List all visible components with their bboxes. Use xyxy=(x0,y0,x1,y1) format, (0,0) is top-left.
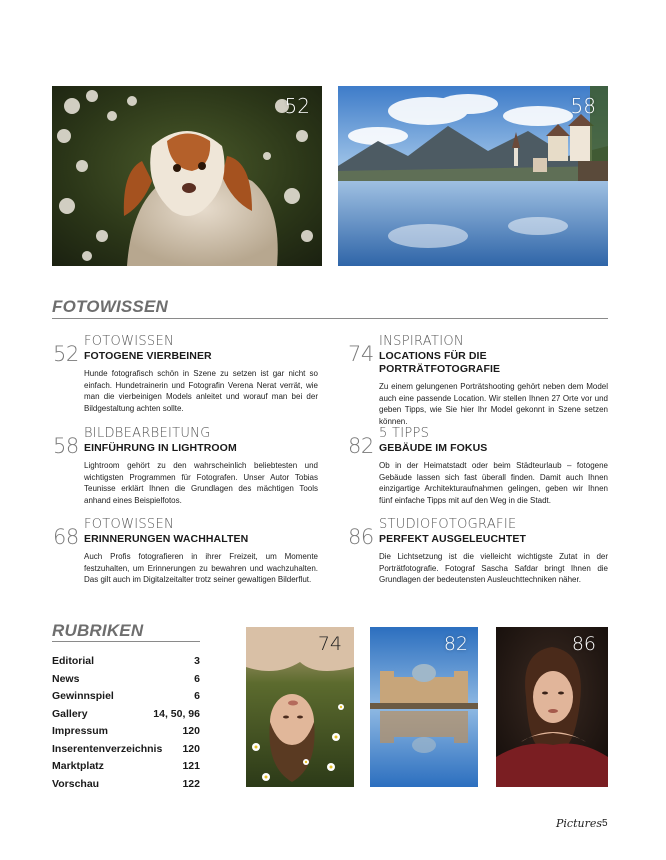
article-page-number: 58 xyxy=(53,434,79,458)
photo-page-number: 74 xyxy=(317,633,342,655)
dog-photo xyxy=(52,86,322,266)
rubrik-row-gallery[interactable] xyxy=(52,706,200,724)
article-entry[interactable] xyxy=(348,426,608,506)
section-title-fotowissen: FOTOWISSEN xyxy=(52,297,168,316)
photo-page-number: 86 xyxy=(571,633,596,655)
rubrik-label: Impressum xyxy=(52,725,109,737)
rubrik-label: Gewinnspiel xyxy=(52,690,114,702)
article-body: Hunde fotografisch schön in Szene zu setzen ist gar nicht so einfach. Hundetrainerin und Fotografin Verena Nerat verrät, wie man die vierbeinigen Models anleitet und worauf man bei der Bildgestaltung achten sollte. xyxy=(84,369,318,413)
article-kicker: 5 TIPPS xyxy=(379,426,430,441)
photo-page-number: 82 xyxy=(443,633,468,655)
article-page-number: 86 xyxy=(348,525,374,549)
rubrik-label: Editorial xyxy=(52,655,95,667)
rubrik-row-gewinnspiel[interactable] xyxy=(52,688,200,706)
article-body: Die Lichtsetzung ist die vielleicht wichtigste Zutat in der Porträtfotografie. Fotograf Sascha Safdar bringt Ihnen die Grundlagen der bedeutensten Ausleuchttechniken näher. xyxy=(379,552,608,584)
photo-page-number: 52 xyxy=(284,94,310,118)
photo-page-number: 58 xyxy=(570,94,596,118)
rubrik-page: 6 xyxy=(194,690,200,702)
article-entry[interactable] xyxy=(348,517,608,586)
rubrik-page: 3 xyxy=(194,655,200,667)
rubrik-label: Inserentenverzeichnis xyxy=(52,742,163,755)
article-headline: EINFÜHRUNG IN LIGHTROOM xyxy=(84,442,237,454)
rubrik-row-news[interactable] xyxy=(52,671,200,689)
article-headline: GEBÄUDE IM FOKUS xyxy=(379,442,488,454)
section-divider xyxy=(52,318,608,319)
rubrik-row-impressum[interactable] xyxy=(52,723,200,741)
rubrik-row-inserentenverzeichnis[interactable] xyxy=(52,741,200,759)
article-entry[interactable] xyxy=(348,334,608,427)
rubriken-list xyxy=(52,653,200,793)
article-kicker: BILDBEARBEITUNG xyxy=(84,426,211,441)
article-page-number: 82 xyxy=(348,434,374,458)
article-body: Auch Profis fotografieren in ihrer Freizeit, um Momente festzuhalten, um Erinnerungen zu bewahren und wachzuhalten. Das gilt auch im Digitalzeitalter trotz seiner gewaltigen Bilderflut. xyxy=(84,552,318,584)
woman-in-flowers-photo xyxy=(246,627,354,787)
reichstag-photo xyxy=(370,627,478,787)
article-body: Lightroom gehört zu den wahrscheinlich beliebtesten und wichtigsten Programmen für Fotografen. Unser Autor Tobias Teunisse erklärt Ihnen die Grundlagen des mächtigen Tools anhand eines Beispielfotos. xyxy=(84,461,318,505)
article-headline: LOCATIONS FÜR DIE PORTRÄTFOTOGRAFIE xyxy=(379,350,501,375)
rubrik-page: 121 xyxy=(182,760,200,772)
rubrik-label: Vorschau xyxy=(52,777,100,790)
section-divider xyxy=(52,641,200,642)
article-kicker: FOTOWISSEN xyxy=(84,334,175,349)
section-title-rubriken: RUBRIKEN xyxy=(52,621,144,640)
woman-portrait-photo xyxy=(496,627,608,787)
lake-village-photo xyxy=(338,86,608,266)
article-entry[interactable] xyxy=(53,426,318,506)
dog-photo-icon xyxy=(52,86,322,266)
rubrik-row-editorial[interactable] xyxy=(52,653,200,671)
article-body: Zu einem gelungenen Porträtshooting gehört neben dem Model auch eine passende Location. Wir stellen Ihnen 27 Orte vor und geben Tipps, wie Sie hier Ihr Model gekonnt in Szene setzen können. xyxy=(379,382,608,426)
rubrik-label: Gallery xyxy=(52,707,88,720)
magazine-logo: Pictures xyxy=(556,817,602,830)
article-kicker: INSPIRATION xyxy=(379,334,464,349)
rubrik-page: 120 xyxy=(182,725,200,737)
article-kicker: STUDIOFOTOGRAFIE xyxy=(379,517,517,532)
article-page-number: 52 xyxy=(53,342,79,366)
lake-village-photo-icon xyxy=(338,86,608,266)
rubrik-page: 14, 50, 96 xyxy=(153,707,200,720)
article-page-number: 68 xyxy=(53,525,79,549)
article-entry[interactable] xyxy=(53,334,318,414)
rubrik-row-vorschau[interactable] xyxy=(52,776,200,794)
rubrik-label: Marktplatz xyxy=(52,760,104,772)
article-page-number: 74 xyxy=(348,342,374,366)
rubrik-page: 120 xyxy=(182,742,200,755)
article-body: Ob in der Heimatstadt oder beim Städteurlaub – fotogene Gebäude lassen sich fast überall finden. Damit auch Ihnen einzigartige Architekturaufnahmen gelingen, geben wir Ihnen fünf einfache Tipps mit auf den Weg in die Stadt. xyxy=(379,461,608,505)
rubrik-page: 6 xyxy=(194,672,200,685)
article-headline: PERFEKT AUSGELEUCHTET xyxy=(379,533,526,545)
page-number: 5 xyxy=(602,818,608,829)
article-headline: FOTOGENE VIERBEINER xyxy=(84,350,212,362)
article-entry[interactable] xyxy=(53,517,318,586)
article-headline: ERINNERUNGEN WACHHALTEN xyxy=(84,533,249,545)
rubrik-row-marktplatz[interactable] xyxy=(52,758,200,776)
article-kicker: FOTOWISSEN xyxy=(84,517,175,532)
rubrik-page: 122 xyxy=(182,777,200,790)
rubrik-label: News xyxy=(52,672,80,685)
